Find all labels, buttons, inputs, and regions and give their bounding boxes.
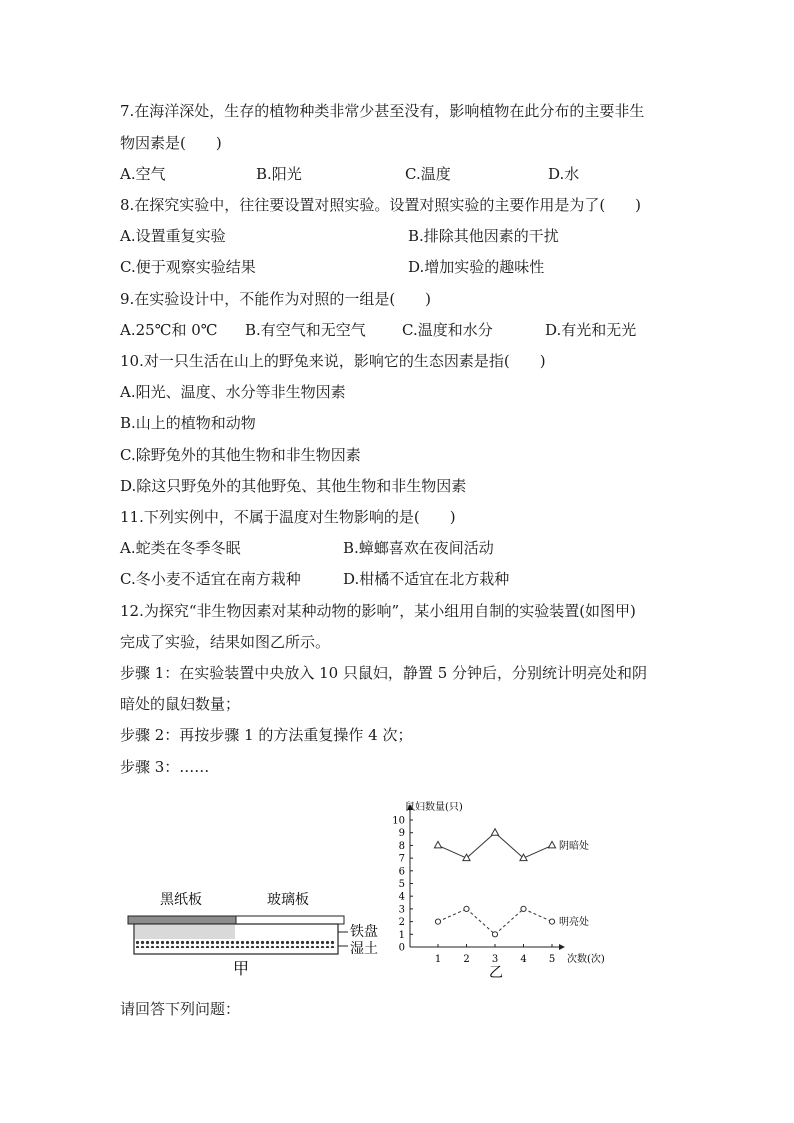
- q7-stem-line2: 物因素是( ): [120, 134, 222, 152]
- data-point-triangle: [548, 841, 555, 848]
- y-tick-label: 10: [392, 815, 405, 827]
- q7-option-a: A.空气: [120, 165, 166, 183]
- q9-option-c: C.温度和水分: [402, 321, 493, 339]
- data-point-circle: [492, 932, 497, 937]
- series-segment: [524, 845, 553, 858]
- q9-stem: 9.在实验设计中，不能作为对照的一组是( ): [120, 290, 432, 308]
- series-segment: [467, 833, 496, 858]
- q10-option-b: B.山上的植物和动物: [120, 414, 256, 432]
- chart-tick-labels: [392, 816, 589, 966]
- data-point-circle: [464, 906, 469, 911]
- q8-option-c: C.便于观察实验结果: [120, 258, 256, 276]
- q9-option-b: B.有空气和无空气: [245, 321, 366, 339]
- q8-option-b: B.排除其他因素的干扰: [408, 227, 559, 245]
- black-board: [128, 916, 236, 924]
- x-tick-label: 2: [463, 954, 470, 965]
- data-point-circle: [521, 906, 526, 911]
- q11-stem: 11.下列实例中，不属于温度对生物影响的是( ): [120, 508, 456, 526]
- series-segment: [495, 833, 524, 858]
- chart-series-group: [434, 829, 555, 937]
- y-tick-label: 6: [398, 866, 405, 878]
- chart-axes: [407, 804, 565, 950]
- glass-board-label: 玻璃板: [267, 892, 309, 908]
- q11-option-b: B.蟑螂喜欢在夜间活动: [343, 539, 494, 557]
- y-tick-label: 8: [398, 840, 405, 852]
- figure-caption-jia: 甲: [233, 959, 250, 978]
- q10-option-d: D.除这只野兔外的其他野兔、其他生物和非生物因素: [120, 477, 467, 495]
- q11-option-a: A.蛇类在冬季冬眠: [120, 539, 241, 557]
- glass-board: [236, 916, 344, 924]
- q12-step1-line1: 步骤 1：在实验装置中央放入 10 只鼠妇，静置 5 分钟后，分别统计明亮处和阴: [120, 664, 648, 682]
- y-tick-label: 2: [398, 917, 405, 929]
- apparatus-figure: [120, 880, 400, 980]
- q10-option-a: A.阳光、温度、水分等非生物因素: [120, 383, 346, 401]
- y-tick-label: 7: [398, 853, 405, 865]
- x-tick-label: 4: [520, 954, 527, 965]
- q12-footer: 请回答下列问题：: [120, 1000, 241, 1018]
- q7-option-d: D.水: [548, 165, 580, 183]
- chart-y-axis-label: 鼠妇数量(只): [405, 802, 463, 813]
- data-point-triangle: [491, 829, 498, 836]
- q8-option-d: D.增加实验的趣味性: [408, 258, 545, 276]
- wet-soil-label: 湿土: [350, 941, 378, 957]
- series-label: 明亮处: [559, 917, 589, 929]
- x-tick-label: 5: [548, 954, 556, 965]
- q11-option-d: D.柑橘不适宜在北方栽种: [343, 570, 510, 588]
- q11-option-c: C.冬小麦不适宜在南方栽种: [120, 570, 301, 588]
- dark-area: [135, 925, 235, 939]
- q12-stem-line2: 完成了实验，结果如图乙所示。: [120, 633, 331, 651]
- series-segment: [438, 845, 467, 858]
- series-label: 阴暗处: [559, 840, 589, 852]
- iron-tray-label: 铁盘: [350, 924, 378, 940]
- y-tick-label: 1: [398, 929, 405, 941]
- results-chart: [370, 797, 620, 982]
- black-board-label: 黑纸板: [160, 892, 202, 908]
- q12-step1-line2: 暗处的鼠妇数量；: [120, 695, 241, 713]
- q7-stem-line1: 7.在海洋深处，生存的植物种类非常少甚至没有，影响植物在此分布的主要非生: [120, 102, 645, 120]
- q9-option-a: A.25℃和 0℃: [120, 321, 218, 339]
- q7-option-c: C.温度: [405, 165, 451, 183]
- y-tick-label: 0: [398, 942, 405, 954]
- x-axis-arrow: [559, 944, 565, 950]
- q9-option-d: D.有光和无光: [545, 321, 637, 339]
- q8-stem: 8.在探究实验中，往往要设置对照实验。设置对照实验的主要作用是为了( ): [120, 196, 642, 214]
- figure-caption-yi: 乙: [489, 965, 503, 981]
- q10-stem: 10.对一只生活在山上的野兔来说，影响它的生态因素是指( ): [120, 352, 546, 370]
- q12-stem-line1: 12.为探究“非生物因素对某种动物的影响”，某小组用自制的实验装置(如图甲): [120, 602, 636, 620]
- data-point-triangle: [434, 841, 441, 848]
- x-tick-label: 3: [491, 954, 499, 965]
- q12-step3: 步骤 3：……: [120, 758, 210, 776]
- q10-option-c: C.除野兔外的其他生物和非生物因素: [120, 446, 361, 464]
- y-tick-label: 9: [398, 828, 405, 840]
- series-segment: [524, 909, 553, 922]
- chart-x-axis-label: 次数(次): [567, 954, 605, 965]
- series-segment: [438, 909, 467, 922]
- q8-option-a: A.设置重复实验: [120, 227, 226, 245]
- series-segment: [467, 909, 496, 934]
- y-tick-label: 5: [398, 879, 405, 890]
- y-tick-label: 3: [398, 904, 405, 916]
- data-point-circle: [549, 919, 554, 924]
- x-tick-label: 1: [434, 954, 442, 965]
- q12-step2: 步骤 2：再按步骤 1 的方法重复操作 4 次；: [120, 726, 413, 744]
- data-point-circle: [435, 919, 440, 924]
- wet-soil: [136, 940, 336, 948]
- q7-option-b: B.阳光: [256, 165, 302, 183]
- y-tick-label: 4: [398, 891, 405, 903]
- series-segment: [495, 909, 524, 934]
